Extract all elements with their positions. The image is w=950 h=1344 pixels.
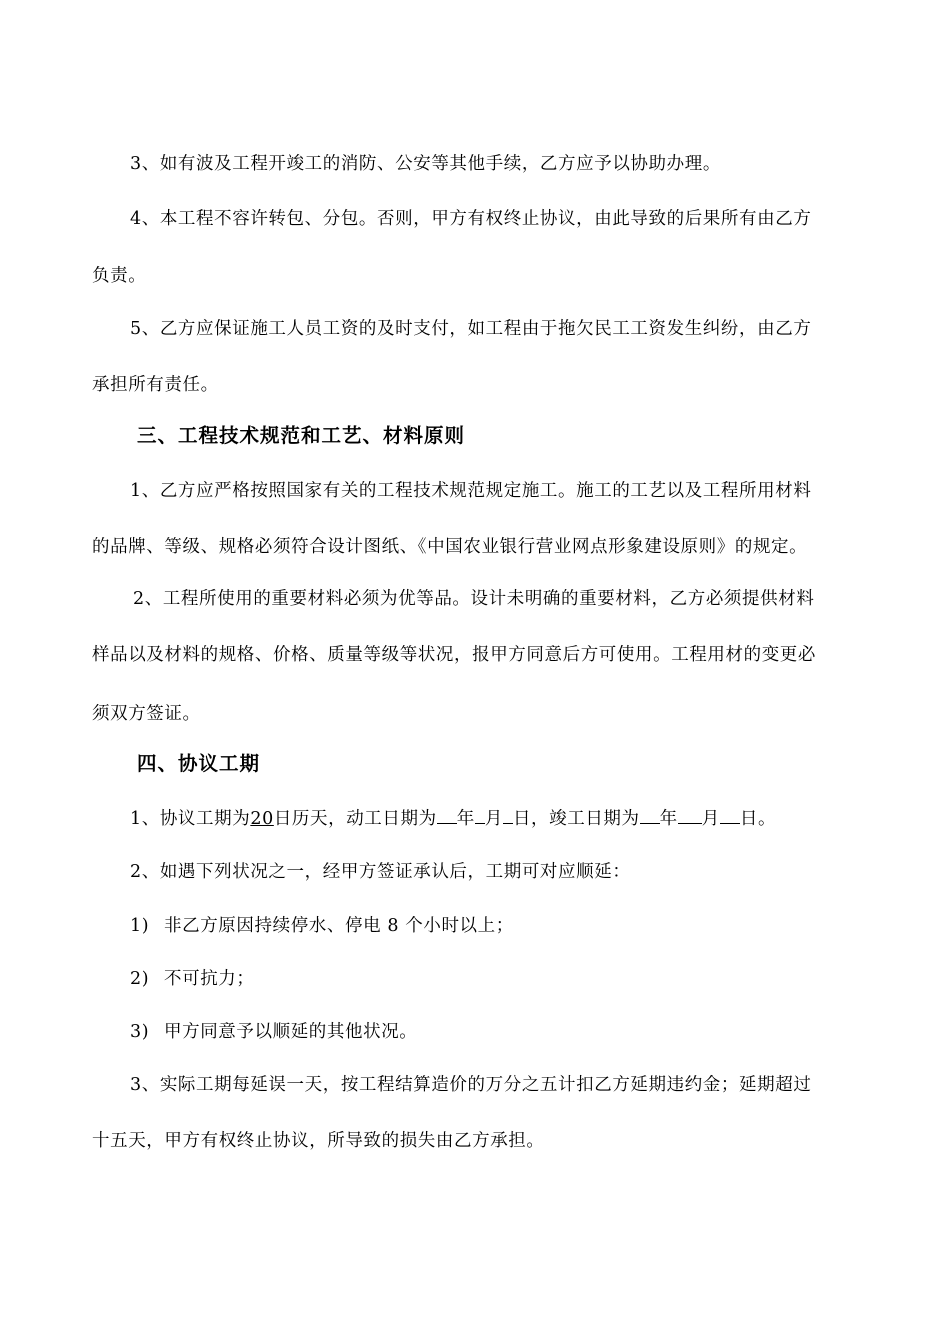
s4-clause-1-end-label: 日，竣工日期为 — [512, 809, 640, 829]
s3-clause-1-line-2: 的品牌、等级、规格必须符合设计图纸、《中国农业银行营业网点形象建设原则》的规定。 — [92, 537, 808, 557]
blank-end-day — [720, 809, 740, 824]
blank-start-month — [475, 809, 485, 824]
clause-3: 3、如有波及工程开竣工的消防、公安等其他手续，乙方应予以协助办理。 — [130, 154, 721, 174]
end-year-label: 年 — [659, 809, 678, 829]
s3-clause-2-line-2: 样品以及材料的规格、价格、质量等级等状况，报甲方同意后方可使用。工程用材的变更必 — [92, 645, 816, 665]
clause-5-line-2: 承担所有责任。 — [92, 375, 219, 395]
list-item-text: 非乙方原因持续停水、停电 8 个小时以上； — [164, 916, 514, 936]
s3-clause-1-line-1: 1、乙方应严格按照国家有关的工程技术规范规定施工。施工的工艺以及工程所用材料 — [130, 481, 812, 501]
list-item-number: 1) — [130, 916, 150, 936]
s4-clause-3-line-2: 十五天，甲方有权终止协议，所导致的损失由乙方承担。 — [92, 1131, 545, 1151]
s4-clause-2: 2、如遇下列状况之一，经甲方签证承认后，工期可对应顺延： — [130, 862, 631, 882]
list-item — [130, 912, 514, 937]
clause-4-line-1: 4、本工程不容许转包、分包。否则，甲方有权终止协议，由此导致的后果所有由乙方 — [130, 209, 812, 229]
s3-clause-2-line-1: 2、工程所使用的重要材料必须为优等品。设计未明确的重要材料，乙方必须提供材料 — [133, 589, 815, 609]
blank-start-day — [503, 809, 513, 824]
clause-5-line-1: 5、乙方应保证施工人员工资的及时支付，如工程由于拖欠民工工资发生纠纷，由乙方 — [130, 319, 812, 339]
list-item-number: 2) — [130, 969, 150, 989]
list-item — [130, 1018, 417, 1043]
end-month-label: 月 — [701, 809, 720, 829]
clause-4-line-2: 负责。 — [92, 266, 147, 286]
s3-clause-2-line-3: 须双方签证。 — [92, 704, 201, 724]
s4-clause-1-suffix: 日。 — [739, 809, 777, 829]
list-item-text: 甲方同意予以顺延的其他状况。 — [164, 1022, 418, 1042]
s4-clause-1-prefix: 1、协议工期为 — [130, 809, 251, 829]
s4-clause-1 — [130, 805, 776, 830]
blank-end-year — [640, 809, 660, 824]
start-year-label: 年 — [456, 809, 475, 829]
list-item-number: 3) — [130, 1022, 150, 1042]
section-heading-3: 三、工程技术规范和工艺、材料原则 — [137, 424, 466, 447]
s4-clause-1-mid: 日历天，动工日期为 — [273, 809, 437, 829]
blank-start-year — [437, 809, 457, 824]
blank-end-month — [678, 809, 702, 824]
section-heading-4: 四、协议工期 — [137, 752, 261, 775]
s4-clause-3-line-1: 3、实际工期每延误一天，按工程结算造价的万分之五计扣乙方延期违约金；延期超过 — [130, 1075, 812, 1095]
list-item-text: 不可抗力； — [164, 969, 255, 989]
contract-days: 20 — [250, 809, 274, 829]
list-item — [130, 965, 255, 990]
start-month-label: 月 — [484, 809, 503, 829]
